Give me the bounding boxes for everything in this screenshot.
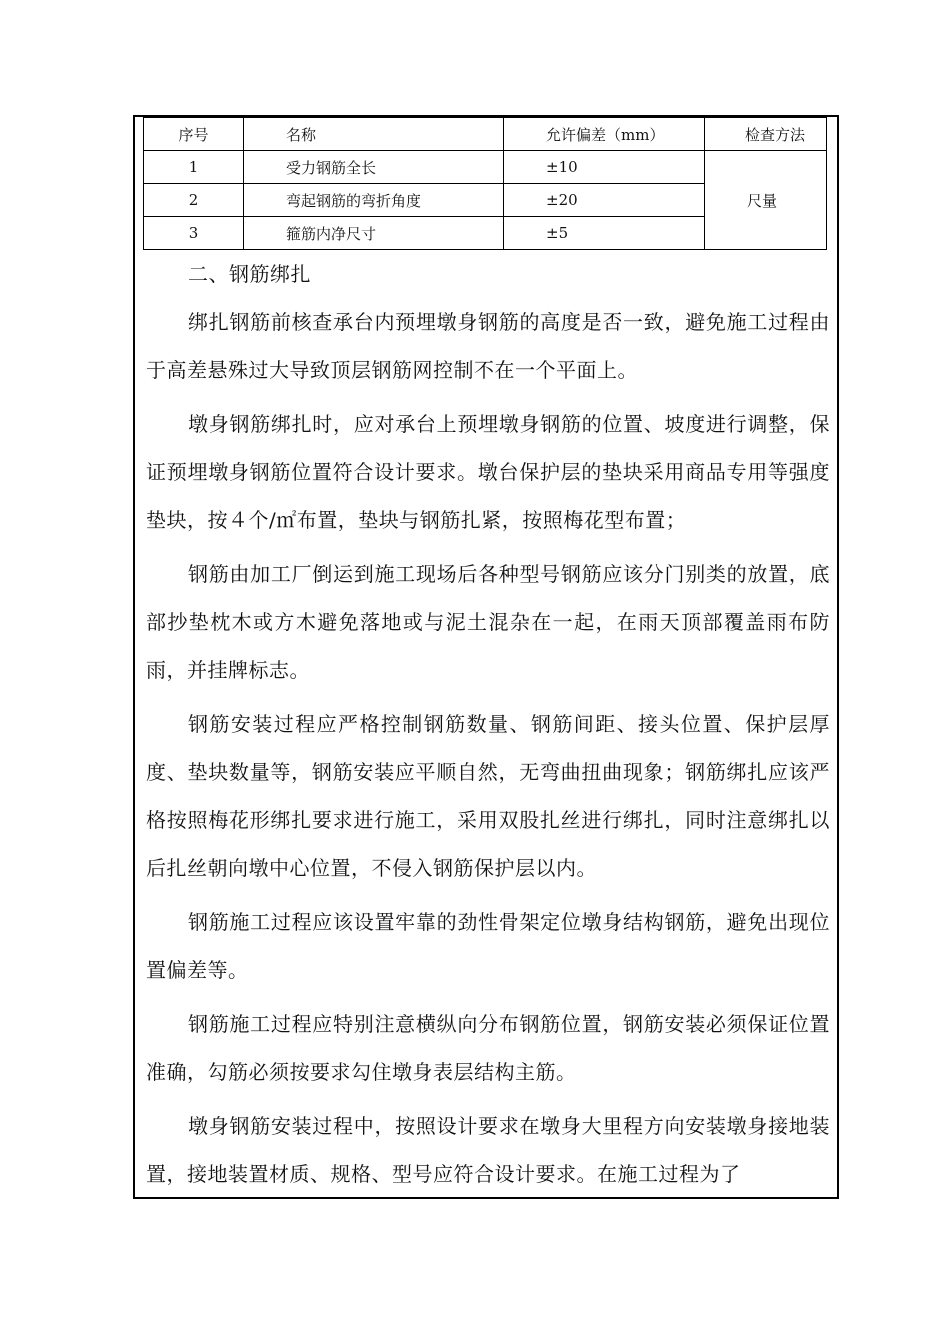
table-header-row [144, 118, 827, 151]
header-cell-method: 检查方法 [705, 118, 827, 151]
cell-tolerance: ±5 [504, 217, 705, 250]
cell-name: 受力钢筋全长 [244, 151, 504, 184]
section-heading: 二、钢筋绑扎 [188, 262, 311, 286]
cell-no: 1 [144, 151, 244, 184]
body-text [146, 250, 830, 1198]
paragraph: 钢筋由加工厂倒运到施工现场后各种型号钢筋应该分门别类的放置，底部抄垫枕木或方木避免落地或与泥土混杂在一起，在雨天顶部覆盖雨布防雨，并挂牌标志。 [146, 562, 830, 682]
cell-no: 3 [144, 217, 244, 250]
paragraph: 钢筋施工过程应特别注意横纵向分布钢筋位置，钢筋安装必须保证位置准确，勾筋必须按要求勾住墩身表层结构主筋。 [146, 1012, 830, 1084]
header-cell-tolerance: 允许偏差（mm） [504, 118, 705, 151]
paragraph: 钢筋安装过程应严格控制钢筋数量、钢筋间距、接头位置、保护层厚度、垫块数量等，钢筋安装应平顺自然，无弯曲扭曲现象；钢筋绑扎应该严格按照梅花形绑扎要求进行施工，采用双股扎丝进行绑扎，同时注意绑扎以后扎丝朝向墩中心位置，不侵入钢筋保护层以内。 [146, 712, 830, 880]
cell-tolerance: ±10 [504, 151, 705, 184]
cell-method: 尺量 [705, 151, 827, 250]
table-row [144, 151, 827, 184]
paragraph: 墩身钢筋安装过程中，按照设计要求在墩身大里程方向安装墩身接地装置，接地装置材质、规格、型号应符合设计要求。在施工过程为了 [146, 1114, 830, 1186]
cell-no: 2 [144, 184, 244, 217]
paragraph: 墩身钢筋绑扎时，应对承台上预埋墩身钢筋的位置、坡度进行调整，保证预埋墩身钢筋位置符合设计要求。墩台保护层的垫块采用商品专用等强度垫块，按４个/㎡布置，垫块与钢筋扎紧，按照梅花型布置； [146, 412, 830, 532]
paragraph: 钢筋施工过程应该设置牢靠的劲性骨架定位墩身结构钢筋，避免出现位置偏差等。 [146, 910, 830, 982]
paragraph: 绑扎钢筋前核查承台内预埋墩身钢筋的高度是否一致，避免施工过程由于高差悬殊过大导致顶层钢筋网控制不在一个平面上。 [146, 310, 830, 382]
header-cell-name: 名称 [244, 118, 504, 151]
cell-name: 箍筋内净尺寸 [244, 217, 504, 250]
cell-tolerance: ±20 [504, 184, 705, 217]
tolerance-table [143, 117, 827, 250]
header-cell-no: 序号 [144, 118, 244, 151]
cell-name: 弯起钢筋的弯折角度 [244, 184, 504, 217]
